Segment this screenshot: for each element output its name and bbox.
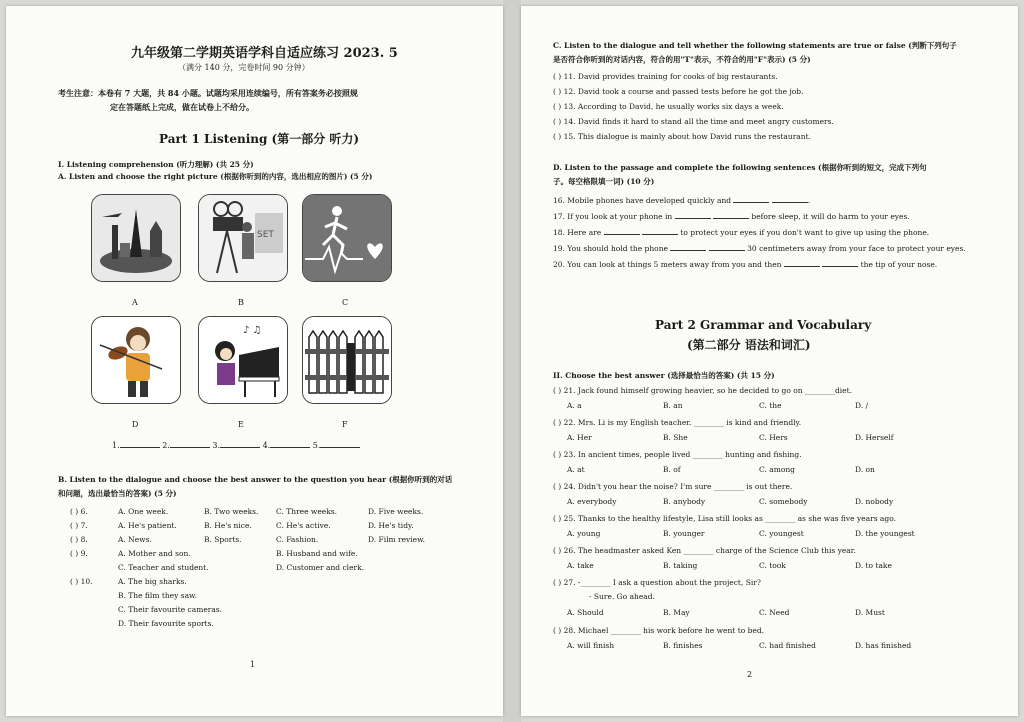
option-b: B. an — [663, 401, 683, 410]
section-1-heading: I. Listening comprehension (听力理解) (共 25 分) — [58, 160, 254, 169]
fill-sentence-19 — [553, 241, 966, 253]
fill-sentence-17 — [553, 209, 910, 221]
option-c: C. Fashion. — [276, 535, 319, 544]
option-c: C. somebody — [759, 497, 808, 506]
section-c-heading-1: C. Listen to the dialogue and tell whether the following statements are true or false (判断下列句子 — [553, 41, 957, 50]
mc-question-stem[interactable]: ( ) 21. Jack found himself growing heavier, so he decided to go on ________diet. — [553, 386, 852, 395]
fill-blank[interactable] — [713, 209, 749, 219]
sentence-text: the tip of your nose. — [860, 260, 938, 269]
answer-number: 3. — [212, 441, 221, 450]
section-c-heading-2: 是否符合你听到的对话内容，符合的用"T"表示，不符合的用"F"表示) (5 分) — [553, 55, 811, 64]
option-b: B. younger — [663, 529, 705, 538]
option-c: C. had finished — [759, 641, 816, 650]
picture-a-travel — [91, 194, 181, 282]
answer-blank[interactable] — [120, 438, 160, 448]
fill-blank[interactable] — [772, 193, 811, 205]
question-number[interactable]: ( ) 10. — [70, 577, 93, 586]
answer-number: 5. — [312, 441, 321, 450]
notice-line-2: 定在答题纸上完成，做在试卷上不给分。 — [110, 102, 254, 112]
answer-blank[interactable] — [170, 438, 210, 448]
mc-question-stem[interactable]: ( ) 26. The headmaster asked Ken ________ charge of the Science Club this year. — [553, 546, 856, 555]
option-b: B. He's nice. — [204, 521, 252, 530]
option-d: D. Customer and clerk. — [276, 563, 365, 572]
picture-label: A — [132, 298, 138, 307]
svg-text:♪ ♫: ♪ ♫ — [243, 325, 262, 336]
part2-heading: Part 2 Grammar and Vocabulary — [655, 318, 872, 332]
fill-blank[interactable] — [784, 257, 820, 267]
page-number: 1 — [250, 660, 256, 669]
option-d: D. Five weeks. — [368, 507, 424, 516]
fill-blank[interactable] — [709, 241, 745, 251]
sentence-text: 19. You should hold the phone — [553, 244, 668, 253]
option-c: C. Need — [759, 608, 790, 617]
tf-question[interactable]: ( ) 15. This dialogue is mainly about how David runs the restaurant. — [553, 132, 811, 141]
tf-question[interactable]: ( ) 13. According to David, he usually works six days a week. — [553, 102, 784, 111]
option-d: D. He's tidy. — [368, 521, 414, 530]
section-b-heading-2: 和问题，选出最恰当的答案) (5 分) — [58, 489, 177, 498]
option-d: D. / — [855, 401, 869, 410]
option-c: C. among — [759, 465, 795, 474]
section-a-heading: A. Listen and choose the right picture (根据你听到的内容，选出相应的图片) (5 分) — [58, 172, 373, 181]
question-number[interactable]: ( ) 7. — [70, 521, 88, 530]
answer-blank[interactable] — [320, 438, 360, 448]
option-b: B. Husband and wife. — [276, 549, 358, 558]
option-d: D. on — [855, 465, 875, 474]
option-b: B. finishes — [663, 641, 703, 650]
option-d: D. to take — [855, 561, 892, 570]
option-c: C. Three weeks. — [276, 507, 337, 516]
option-c: C. the — [759, 401, 782, 410]
option-c: C. Their favourite cameras. — [118, 605, 223, 614]
option-a: A. a — [567, 401, 582, 410]
option-b: B. Sports. — [204, 535, 242, 544]
picture-c-running — [302, 194, 392, 282]
fill-blank[interactable] — [670, 241, 706, 251]
sentence-text: 30 centimeters away from your face to protect your eyes. — [747, 244, 966, 253]
option-b: B. anybody — [663, 497, 706, 506]
option-a: A. at — [567, 465, 585, 474]
option-d: D. Must — [855, 608, 885, 617]
fill-blank[interactable] — [733, 193, 769, 203]
notice-line-1: 考生注意：本卷有 7 大题，共 84 小题。试题均采用连续编号，所有答案务必按照规 — [58, 88, 358, 98]
option-d: D. the youngest — [855, 529, 915, 538]
option-b: B. of — [663, 465, 681, 474]
answer-blanks-row — [112, 438, 360, 450]
exam-title: 九年级第二学期英语学科自适应练习 2023. 5 — [131, 46, 398, 61]
picture-e-piano — [198, 316, 288, 404]
option-c: C. Hers — [759, 433, 788, 442]
sentence-text: 17. If you look at your phone in — [553, 212, 673, 221]
option-d: D. Film review. — [368, 535, 426, 544]
picture-b-filming — [198, 194, 288, 282]
option-d: D. Herself — [855, 433, 894, 442]
answer-number: 1. — [112, 441, 120, 450]
mc-question-stem[interactable]: ( ) 23. In ancient times, people lived ________ hunting and fishing. — [553, 450, 802, 459]
exam-page-1 — [6, 6, 503, 716]
mc-question-stem[interactable]: ( ) 24. Didn't you hear the noise? I'm sure ________ is out there. — [553, 482, 793, 491]
option-a: A. will finish — [567, 641, 615, 650]
section-d-heading-2: 子。每空格限填一词) (10 分) — [553, 177, 655, 186]
sentence-text: . — [807, 196, 811, 205]
option-a: A. everybody — [567, 497, 617, 506]
option-b: B. She — [663, 433, 688, 442]
option-c: C. youngest — [759, 529, 804, 538]
option-a: A. take — [567, 561, 594, 570]
option-a: A. The big sharks. — [118, 577, 187, 586]
picture-f-fence — [302, 316, 392, 404]
sentence-text: 16. Mobile phones have developed quickly and — [553, 196, 732, 205]
mc-question-stem[interactable]: ( ) 28. Michael ________ his work before he went to bed. — [553, 626, 765, 635]
fill-sentence-20 — [553, 257, 937, 269]
sentence-text: before sleep, it will do harm to your eyes. — [751, 212, 910, 221]
mc-question-stem[interactable]: ( ) 25. Thanks to the healthy lifestyle, Lisa still looks as ________ as she was five years ago. — [553, 514, 896, 523]
option-a: A. Her — [567, 433, 592, 442]
svg-text:SET: SET — [257, 230, 274, 240]
option-c: C. took — [759, 561, 786, 570]
answer-number: 4. — [262, 441, 271, 450]
option-a: A. He's patient. — [118, 521, 177, 530]
fill-blank[interactable] — [675, 209, 711, 219]
option-a: A. One week. — [118, 507, 169, 516]
option-b: B. The film they saw. — [118, 591, 197, 600]
option-a: A. News. — [118, 535, 152, 544]
picture-label: B — [238, 298, 244, 307]
fill-sentence-16 — [553, 193, 810, 205]
exam-page-2 — [521, 6, 1018, 716]
dialogue-reply: - Sure. Go ahead. — [589, 592, 655, 601]
tf-question[interactable]: ( ) 14. David finds it hard to stand all the time and meet angry customers. — [553, 117, 834, 126]
page-gutter — [503, 0, 521, 722]
page-number: 2 — [747, 670, 753, 679]
section-d-heading-1: D. Listen to the passage and complete the following sentences (根据你听到的短文，完成下列句 — [553, 163, 927, 172]
picture-d-violin — [91, 316, 181, 404]
picture-label: E — [238, 420, 244, 429]
sentence-text: 20. You can look at things 5 meters away from you and then — [553, 260, 782, 269]
option-d: D. has finished — [855, 641, 912, 650]
exam-subtitle: （满分 140 分，完卷时间 90 分钟） — [178, 63, 310, 72]
tf-question[interactable]: ( ) 12. David took a course and passed tests before he got the job. — [553, 87, 804, 96]
section-b-heading-1: B. Listen to the dialogue and choose the best answer to the question you hear (根据你听到的对话 — [58, 475, 453, 484]
section-2-heading: II. Choose the best answer (选择最恰当的答案) (共 15 分) — [553, 371, 775, 380]
option-d: D. Their favourite sports. — [118, 619, 214, 628]
picture-label: C — [342, 298, 349, 307]
option-b: B. Two weeks. — [204, 507, 259, 516]
answer-blank[interactable] — [220, 438, 260, 448]
sentence-text: to protect your eyes if you don't want to give up using the phone. — [680, 228, 930, 237]
part2-subheading: (第二部分 语法和词汇) — [687, 338, 811, 352]
option-a: A. young — [567, 529, 601, 538]
question-number[interactable]: ( ) 6. — [70, 507, 88, 516]
option-b: B. May — [663, 608, 690, 617]
part1-heading: Part 1 Listening (第一部分 听力) — [159, 132, 360, 146]
option-b: B. taking — [663, 561, 698, 570]
fill-sentence-18 — [553, 225, 929, 237]
option-c: C. He's active. — [276, 521, 331, 530]
sentence-text: 18. Here are — [553, 228, 602, 237]
fill-blank[interactable] — [642, 225, 678, 235]
answer-number: 2. — [162, 441, 170, 450]
question-number[interactable]: ( ) 8. — [70, 535, 88, 544]
fill-blank[interactable] — [822, 257, 858, 267]
mc-question-stem[interactable]: ( ) 27. -________ I ask a question about the project, Sir? — [553, 578, 761, 587]
fill-blank[interactable] — [604, 225, 640, 235]
tf-question[interactable]: ( ) 11. David provides training for cooks of big restaurants. — [553, 72, 778, 81]
option-c: C. Teacher and student. — [118, 563, 209, 572]
mc-question-stem[interactable]: ( ) 22. Mrs. Li is my English teacher. ________ is kind and friendly. — [553, 418, 802, 427]
option-a: A. Should — [567, 608, 604, 617]
picture-label: F — [342, 420, 348, 429]
question-number[interactable]: ( ) 9. — [70, 549, 88, 558]
option-a: A. Mother and son. — [118, 549, 191, 558]
option-d: D. nobody — [855, 497, 894, 506]
answer-blank[interactable] — [270, 438, 310, 448]
picture-label: D — [132, 420, 139, 429]
